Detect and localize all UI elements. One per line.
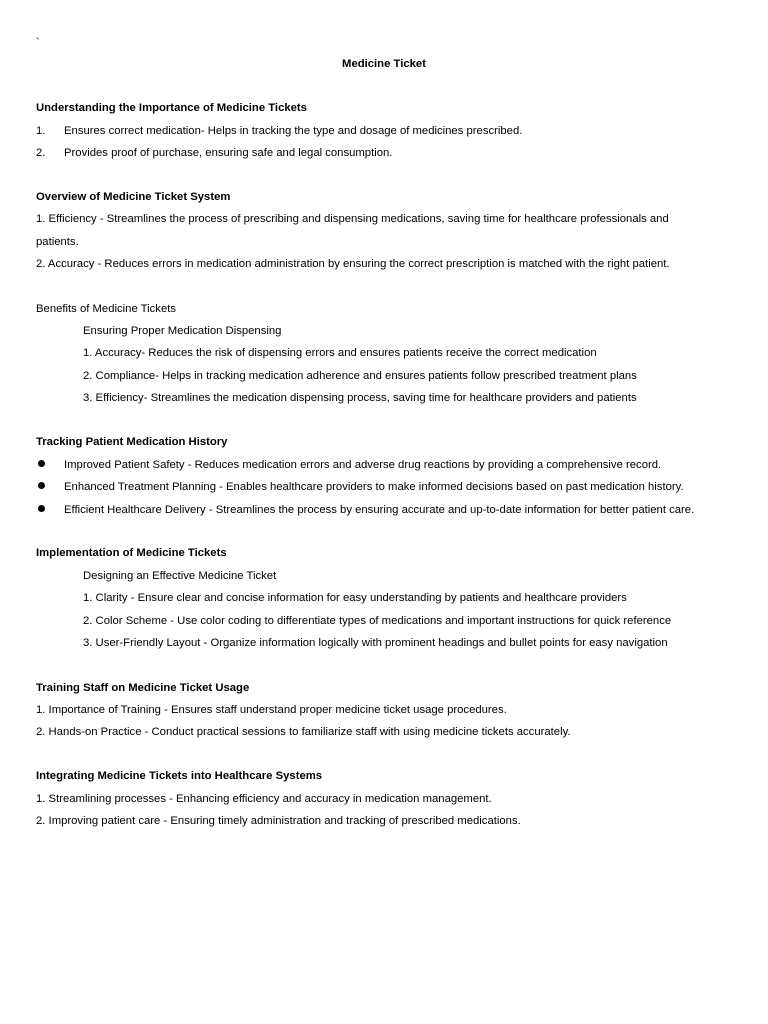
bullet-icon bbox=[38, 482, 45, 489]
section-heading-training: Training Staff on Medicine Ticket Usage bbox=[36, 682, 250, 694]
paragraph-line: 2. Accuracy - Reduces errors in medication administration by ensuring the correct prescription is matched with the right patient. bbox=[36, 258, 670, 270]
section-heading-integrating: Integrating Medicine Tickets into Healthcare Systems bbox=[36, 770, 323, 782]
paragraph-line: 1. Efficiency - Streamlines the process of prescribing and dispensing medications, saving time for healthcare professionals and bbox=[36, 213, 669, 225]
section-heading-tracking: Tracking Patient Medication History bbox=[36, 436, 228, 448]
list-item: Provides proof of purchase, ensuring safe and legal consumption. bbox=[64, 147, 393, 159]
paragraph-line: patients. bbox=[36, 236, 79, 248]
paragraph-line: 1. Importance of Training - Ensures staff understand proper medicine ticket usage procedures. bbox=[36, 704, 507, 716]
section-heading-importance: Understanding the Importance of Medicine Tickets bbox=[36, 102, 307, 114]
paragraph-line: 2. Hands-on Practice - Conduct practical sessions to familiarize staff with using medicine tickets accurately. bbox=[36, 726, 571, 738]
bullet-item: Efficient Healthcare Delivery - Streamlines the process by ensuring accurate and up-to-date information for better patient care. bbox=[64, 504, 695, 516]
paragraph-line: 1. Streamlining processes - Enhancing efficiency and accuracy in medication management. bbox=[36, 793, 492, 805]
subheading: Ensuring Proper Medication Dispensing bbox=[83, 325, 282, 337]
list-item: Ensures correct medication- Helps in tracking the type and dosage of medicines prescribed. bbox=[64, 125, 523, 137]
section-heading-overview: Overview of Medicine Ticket System bbox=[36, 191, 231, 203]
paragraph-line: 2. Improving patient care - Ensuring timely administration and tracking of prescribed medications. bbox=[36, 815, 521, 827]
list-item: 2. Color Scheme - Use color coding to differentiate types of medications and important instructions for quick reference bbox=[83, 615, 672, 627]
list-item: 2. Compliance- Helps in tracking medication adherence and ensures patients follow prescribed treatment plans bbox=[83, 370, 637, 382]
list-number: 1. bbox=[36, 125, 46, 137]
bullet-icon bbox=[38, 460, 45, 467]
bullet-item: Enhanced Treatment Planning - Enables healthcare providers to make informed decisions based on past medication history. bbox=[64, 481, 684, 493]
list-number: 2. bbox=[36, 147, 46, 159]
subheading: Designing an Effective Medicine Ticket bbox=[83, 570, 277, 582]
list-item: 1. Accuracy- Reduces the risk of dispensing errors and ensures patients receive the correct medication bbox=[83, 347, 597, 359]
list-item: 3. Efficiency- Streamlines the medication dispensing process, saving time for healthcare providers and patients bbox=[83, 392, 637, 404]
list-item: 1. Clarity - Ensure clear and concise information for easy understanding by patients and healthcare providers bbox=[83, 592, 627, 604]
bullet-item: Improved Patient Safety - Reduces medication errors and adverse drug reactions by providing a comprehensive record. bbox=[64, 459, 662, 471]
stray-mark: ` bbox=[36, 37, 40, 49]
bullet-icon bbox=[38, 505, 45, 512]
section-heading-implementation: Implementation of Medicine Tickets bbox=[36, 547, 227, 559]
document-title: Medicine Ticket bbox=[342, 58, 426, 70]
list-item: 3. User-Friendly Layout - Organize information logically with prominent headings and bullet points for easy navigation bbox=[83, 637, 668, 649]
section-heading-benefits: Benefits of Medicine Tickets bbox=[36, 303, 177, 315]
